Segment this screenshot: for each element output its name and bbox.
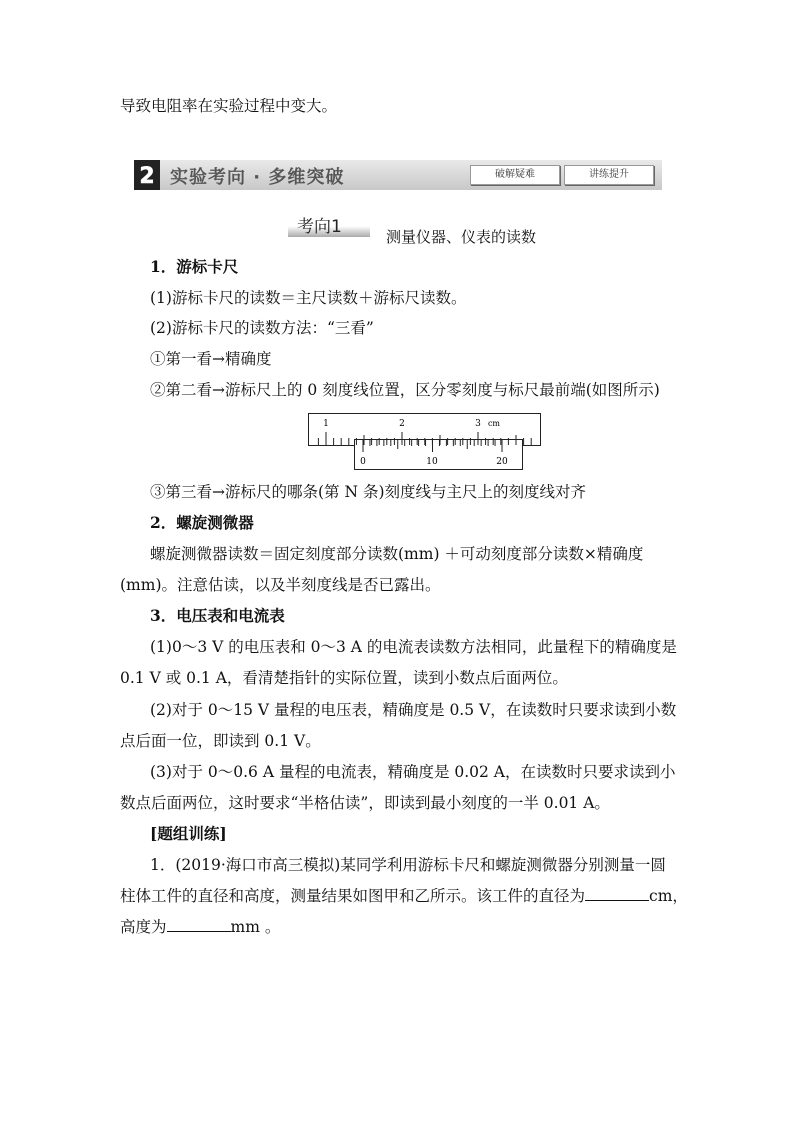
banner-number: 2 [139, 164, 155, 189]
paragraph: 螺旋测微器读数＝固定刻度部分读数(mm) ＋可动刻度部分读数×精确度 [150, 545, 644, 563]
paragraph: ②第二看→游标尺上的 0 刻度线位置，区分零刻度与标尺最前端(如图所示) [150, 381, 660, 399]
paragraph: ①第一看→精确度 [150, 350, 272, 368]
vernier-label: 0 [360, 457, 366, 467]
heading-micrometer: 2．螺旋测微器 [150, 513, 254, 532]
main-label: 3 [475, 419, 481, 429]
paragraph: (1)0～3 V 的电压表和 0～3 A 的电流表读数方法相同，此量程下的精确度是 [150, 638, 677, 656]
question-line [120, 917, 280, 937]
practice-label: [题组训练] [150, 824, 227, 843]
question-text: 高度为 [120, 918, 167, 936]
banner-title: 实验考向 · 多维突破 [170, 167, 345, 188]
vernier-label: 20 [496, 457, 508, 467]
diameter-answer-blank[interactable] [585, 886, 649, 901]
vernier-label: 10 [426, 457, 438, 467]
section-title: 测量仪器、仪表的读数 [386, 228, 537, 246]
question-unit: cm， [649, 887, 688, 905]
question-line [120, 886, 688, 906]
paragraph: (2)游标卡尺的读数方法：“三看” [150, 319, 374, 337]
height-answer-blank[interactable] [167, 917, 231, 932]
heading-meters: 3．电压表和电流表 [150, 606, 285, 625]
paragraph: (mm)。注意估读，以及半刻度线是否已露出。 [120, 576, 441, 594]
paragraph: (1)游标卡尺的读数＝主尺读数＋游标尺读数。 [150, 289, 467, 307]
banner-number-badge [134, 160, 160, 190]
paragraph: ③第三看→游标尺的哪条(第 N 条)刻度线与主尺上的刻度线对齐 [150, 483, 586, 501]
crack-difficulty-button[interactable]: 破解疑难 [470, 165, 560, 185]
paragraph: 0.1 V 或 0.1 A，看清楚指针的实际位置，读到小数点后面两位。 [120, 669, 568, 687]
practice-improve-button[interactable]: 讲练提升 [564, 165, 654, 185]
paragraph: 点后面一位，即读到 0.1 V。 [120, 732, 321, 750]
question-unit: mm 。 [230, 918, 281, 936]
paragraph: 数点后面两位，这时要求“半格估读”，即读到最小刻度的一半 0.01 A。 [120, 794, 610, 812]
paragraph: (3)对于 0～0.6 A 量程的电流表，精确度是 0.02 A，在读数时只要求读到小 [150, 763, 676, 781]
intro-line: 导致电阻率在实验过程中变大。 [120, 97, 338, 115]
section-tag: 考向1 [297, 217, 342, 237]
main-label: 2 [399, 419, 405, 429]
heading-vernier-caliper: 1．游标卡尺 [150, 257, 239, 276]
section-banner [134, 160, 662, 190]
question-line: 1．(2019·海口市高三模拟)某同学利用游标卡尺和螺旋测微器分别测量一圆 [150, 856, 666, 874]
main-label: 1 [323, 419, 329, 429]
unit-label: cm [487, 419, 501, 428]
vernier-caliper-diagram [308, 413, 542, 471]
question-text: 柱体工件的直径和高度，测量结果如图甲和乙所示。该工件的直径为 [120, 887, 586, 905]
paragraph: (2)对于 0～15 V 量程的电压表，精确度是 0.5 V，在读数时只要求读到小数 [150, 701, 677, 719]
